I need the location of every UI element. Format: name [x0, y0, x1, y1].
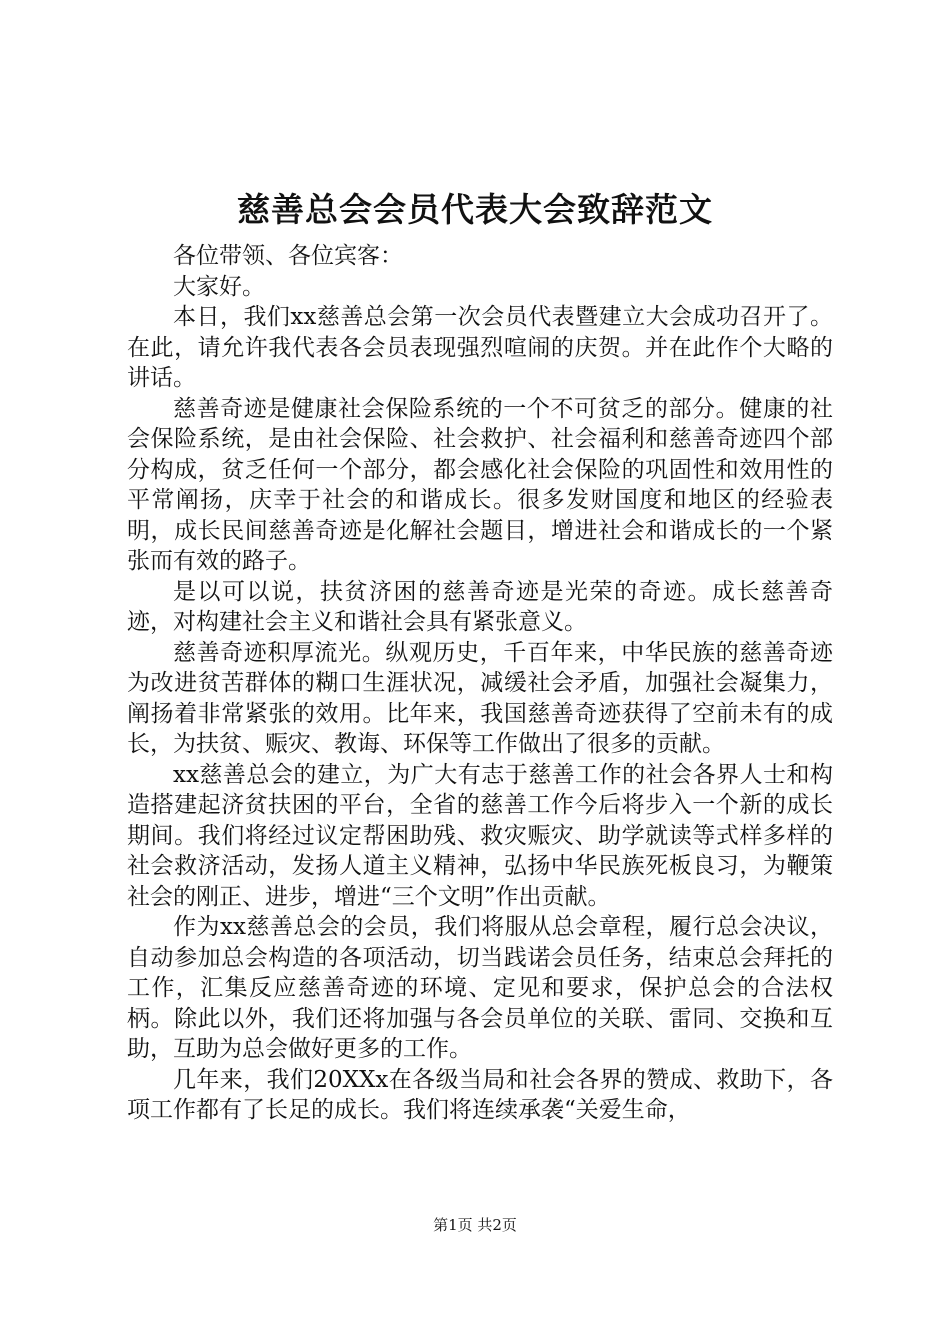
greeting: 大家好。 — [173, 273, 265, 300]
body-paragraph: 几年来，我们20XXx在各级当局和社会各界的赞成、救助下，各项工作都有了长足的成长。我们将连续承袭“关爱生命， — [127, 1066, 833, 1123]
body-paragraph: 作为xx慈善总会的会员，我们将服从总会章程，履行总会决议，自动参加总会构造的各项活动，切当践诺会员任务，结束总会拜托的工作，汇集反应慈善奇迹的环境、定见和要求，保护总会的合法权柄。除此以外，我们还将加强与各会员单位的关联、雷同、交换和互助，互助为总会做好更多的工作。 — [127, 914, 833, 1062]
body-paragraph: 慈善奇迹积厚流光。纵观历史，千百年来，中华民族的慈善奇迹为改进贫苦群体的糊口生涯状况，减缓社会矛盾，加强社会凝集力，阐扬着非常紧张的效用。比年来，我国慈善奇迹获得了空前未有的成长，为扶贫、赈灾、教诲、环保等工作做出了很多的贡献。 — [127, 639, 833, 757]
document-title: 慈善总会会员代表大会致辞范文 — [237, 190, 713, 229]
page-number-footer: 第1页 共2页 — [433, 1216, 517, 1234]
body-paragraph: 本日，我们xx慈善总会第一次会员代表暨建立大会成功召开了。在此，请允许我代表各会员表现强烈喧闹的庆贺。并在此作个大略的讲话。 — [127, 304, 833, 391]
document-body — [127, 241, 833, 1126]
body-paragraph: 慈善奇迹是健康社会保险系统的一个不可贫乏的部分。健康的社会保险系统，是由社会保险、社会救护、社会福利和慈善奇迹四个部分构成，贫乏任何一个部分，都会感化社会保险的巩固性和效用性的平常阐扬，庆幸于社会的和谐成长。很多发财国度和地区的经验表明，成长民间慈善奇迹是化解社会题目，增进社会和谐成长的一个紧张而有效的路子。 — [127, 395, 833, 574]
body-paragraph: 是以可以说，扶贫济困的慈善奇迹是光荣的奇迹。成长慈善奇迹，对构建社会主义和谐社会具有紧张意义。 — [127, 578, 833, 635]
body-paragraph: xx慈善总会的建立，为广大有志于慈善工作的社会各界人士和构造搭建起济贫扶困的平台，全省的慈善工作今后将步入一个新的成长期间。我们将经过议定帮困助残、救灾赈灾、助学就读等式样多样的社会救济活动，发扬人道主义精神，弘扬中华民族死板良习，为鞭策社会的刚正、进步，增进“三个文明”作出贡献。 — [127, 761, 833, 910]
salutation: 各位带领、各位宾客： — [173, 243, 403, 269]
